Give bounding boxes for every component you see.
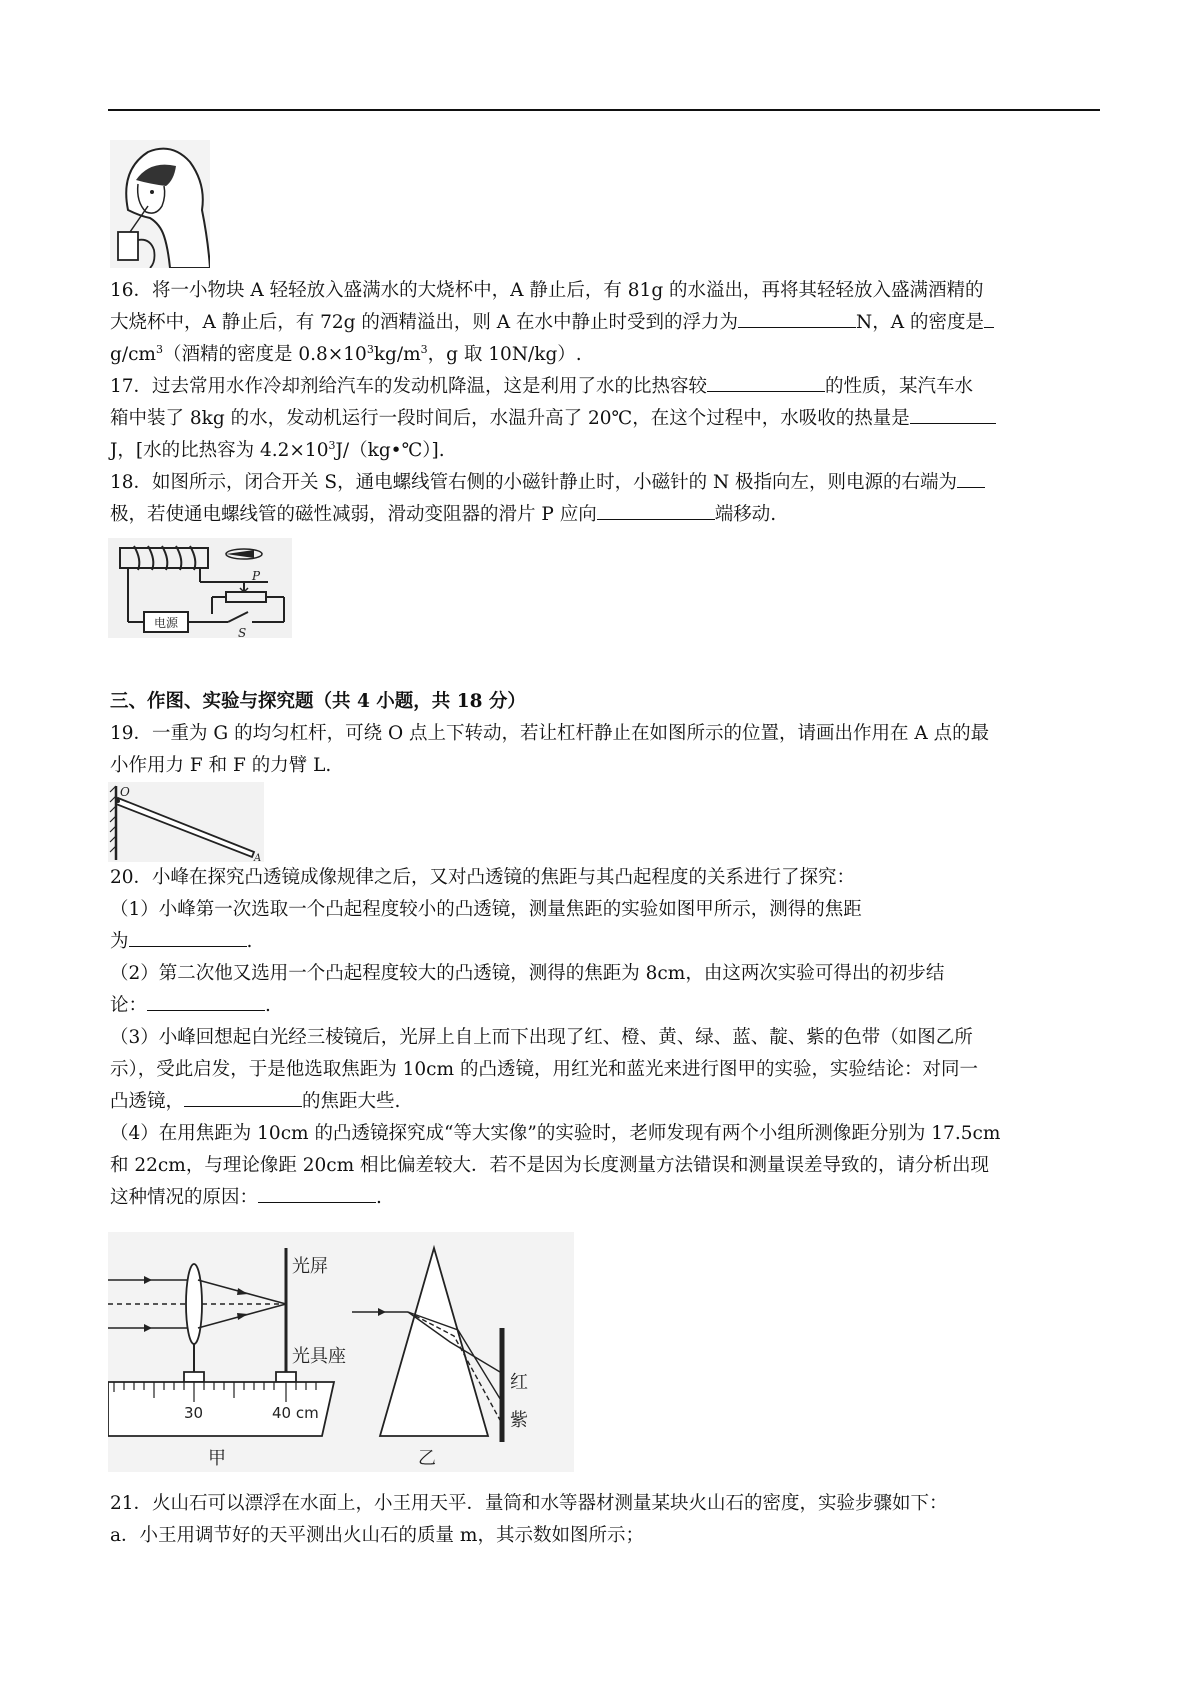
- q16-sup2: 3: [366, 342, 374, 356]
- q18-fig-p: P: [252, 569, 261, 583]
- q16-line3: [110, 339, 1100, 371]
- q17-sup: 3: [328, 438, 336, 452]
- q20-p4-line1: （4）在用焦距为 10cm 的凸透镜探究成“等大实像”的实验时，老师发现有两个小组所测像距分别为 17.5cm: [110, 1123, 1001, 1144]
- q20-p3-text: 凸透镜，: [110, 1091, 185, 1112]
- q18-line2: [110, 499, 1100, 531]
- q20-p1-line1: （1）小峰第一次选取一个凸起程度较小的凸透镜，测量焦距的实验如图甲所示，测得的焦距: [110, 899, 862, 920]
- q16-line2: [110, 307, 1100, 339]
- q16-line1: 16．将一小物块 A 轻轻放入盛满水的大烧杯中，A 静止后，有 81g 的水溢出，再将其轻轻放入盛满酒精的: [110, 280, 984, 301]
- q19-line1: 19．一重为 G 的均匀杠杆，可绕 O 点上下转动，若让杠杆静止在如图所示的位置，请画出作用在 A 点的最: [110, 723, 990, 744]
- q18-fig-power: 电源: [154, 616, 179, 630]
- lens-prism-figure: [108, 1232, 574, 1472]
- q20-p1-period: .: [246, 931, 253, 952]
- fig-tick-30: 30: [184, 1404, 204, 1422]
- fig-bench-label: 光具座: [292, 1346, 346, 1367]
- fig-tick-40: 40 cm: [272, 1404, 319, 1422]
- q16-line2-text-b: N，A 的密度是: [856, 312, 984, 333]
- fig-yi-caption: 乙: [418, 1448, 436, 1469]
- q20-p4-line2: 和 22cm，与理论像距 20cm 相比偏差较大．若不是因为长度测量方法错误和测量误差导致的，请分析出现: [110, 1155, 990, 1176]
- q20-p3-line1: （3）小峰回想起白光经三棱镜后，光屏上自上而下出现了红、橙、黄、绿、蓝、靛、紫的色带（如图乙所: [110, 1027, 973, 1048]
- q18-line1: [110, 467, 1100, 499]
- q20-p2-period: .: [265, 995, 271, 1016]
- q20-line1: 20．小峰在探究凸透镜成像规律之后，又对凸透镜的焦距与其凸起程度的关系进行了探究：: [110, 867, 856, 888]
- q17-text-a: 17．过去常用水作冷却剂给汽车的发动机降温，这是利用了水的比热容较: [110, 376, 708, 397]
- q20-p2-line1: （2）第二次他又选用一个凸起程度较大的凸透镜，测得的焦距为 8cm，由这两次实验可得出的初步结: [110, 963, 945, 984]
- q20-p2-line2: [110, 990, 1100, 1022]
- q20-p4-line3: [110, 1182, 1100, 1214]
- q17-line3: [110, 435, 1100, 467]
- q18-text-b: 极，若使通电螺线管的磁性减弱，滑动变阻器的滑片 P 应向: [110, 504, 597, 525]
- q20-p3-line3: [110, 1086, 1100, 1118]
- q20-blank-conclusion[interactable]: [147, 992, 265, 1011]
- q17-blank-heat[interactable]: [910, 405, 996, 424]
- q20-p3-text-b: 的焦距大些.: [302, 1091, 401, 1112]
- q17-line1: [110, 371, 1100, 403]
- q21-line2: a．小王用调节好的天平测出火山石的质量 m，其示数如图所示；: [110, 1525, 644, 1546]
- q16-sup3: 3: [420, 342, 428, 356]
- q20-blank-reason[interactable]: [258, 1184, 376, 1203]
- q16-line2-text: 大烧杯中，A 静止后，有 72g 的酒精溢出，则 A 在水中静止时受到的浮力为: [110, 312, 739, 333]
- q17-line2: [110, 403, 1100, 435]
- fig-red-label: 红: [510, 1372, 528, 1393]
- q17-text-e: J/（kg•℃）].: [335, 440, 445, 461]
- solenoid-circuit-figure: [108, 538, 292, 638]
- q17-text-d: J，[水的比热容为 4.2×10: [110, 440, 329, 461]
- girl-drinking-figure: [110, 140, 210, 268]
- q17-text-c: 箱中装了 8kg 的水，发动机运行一段时间后，水温升高了 20℃，在这个过程中，水吸收的热量是: [110, 408, 910, 429]
- q16-unit: g/cm: [110, 344, 156, 365]
- q16-alcohol-density: （酒精的密度是 0.8×10: [162, 344, 367, 365]
- fig-purple-label: 紫: [510, 1410, 528, 1431]
- q16-blank-buoyancy[interactable]: [738, 309, 856, 328]
- q16-blank-density[interactable]: [984, 309, 994, 328]
- q16-sup1: 3: [155, 342, 163, 356]
- q20-p4-text: 这种情况的原因：: [110, 1187, 259, 1208]
- q20-p4-period: .: [376, 1187, 382, 1208]
- q18-text-a: 18．如图所示，闭合开关 S，通电螺线管右侧的小磁针静止时，小磁针的 N 极指向左，则电源的右端为: [110, 472, 958, 493]
- fig-screen-label: 光屏: [292, 1256, 328, 1277]
- fig-jia-caption: 甲: [208, 1448, 226, 1469]
- q19-fig-o: O: [120, 785, 130, 799]
- q20-p1-text: 为: [110, 931, 129, 952]
- q18-blank-direction[interactable]: [597, 501, 715, 520]
- q19-line2: 小作用力 F 和 F 的力臂 L.: [110, 755, 332, 776]
- q19-fig-a: A: [254, 853, 262, 862]
- lever-figure: [108, 782, 264, 862]
- q20-blank-focal-length[interactable]: [129, 928, 247, 947]
- section3-title: 三、作图、实验与探究题（共 4 小题，共 18 分）: [110, 691, 526, 712]
- q20-p2-text: 论：: [110, 995, 148, 1016]
- q20-p3-line2: 示），受此启发，于是他选取焦距为 10cm 的凸透镜，用红光和蓝光来进行图甲的实验，实验结论：对同一: [110, 1059, 978, 1080]
- q21-line1: 21．火山石可以漂浮在水面上，小王用天平．量筒和水等器材测量某块火山石的密度，实验步骤如下：: [110, 1493, 948, 1514]
- q17-blank-heat-capacity[interactable]: [707, 373, 825, 392]
- q18-fig-s: S: [238, 626, 247, 638]
- q18-blank-pole[interactable]: [957, 469, 985, 488]
- q16-unit2: kg/m: [373, 344, 421, 365]
- q20-p1-line2: [110, 926, 1100, 958]
- q20-blank-light-color[interactable]: [184, 1088, 302, 1107]
- q18-text-c: 端移动.: [714, 504, 777, 525]
- header-rule: [108, 109, 1100, 111]
- q17-text-b: 的性质，某汽车水: [825, 376, 974, 397]
- q16-g-value: ，g 取 10N/kg）.: [427, 344, 582, 365]
